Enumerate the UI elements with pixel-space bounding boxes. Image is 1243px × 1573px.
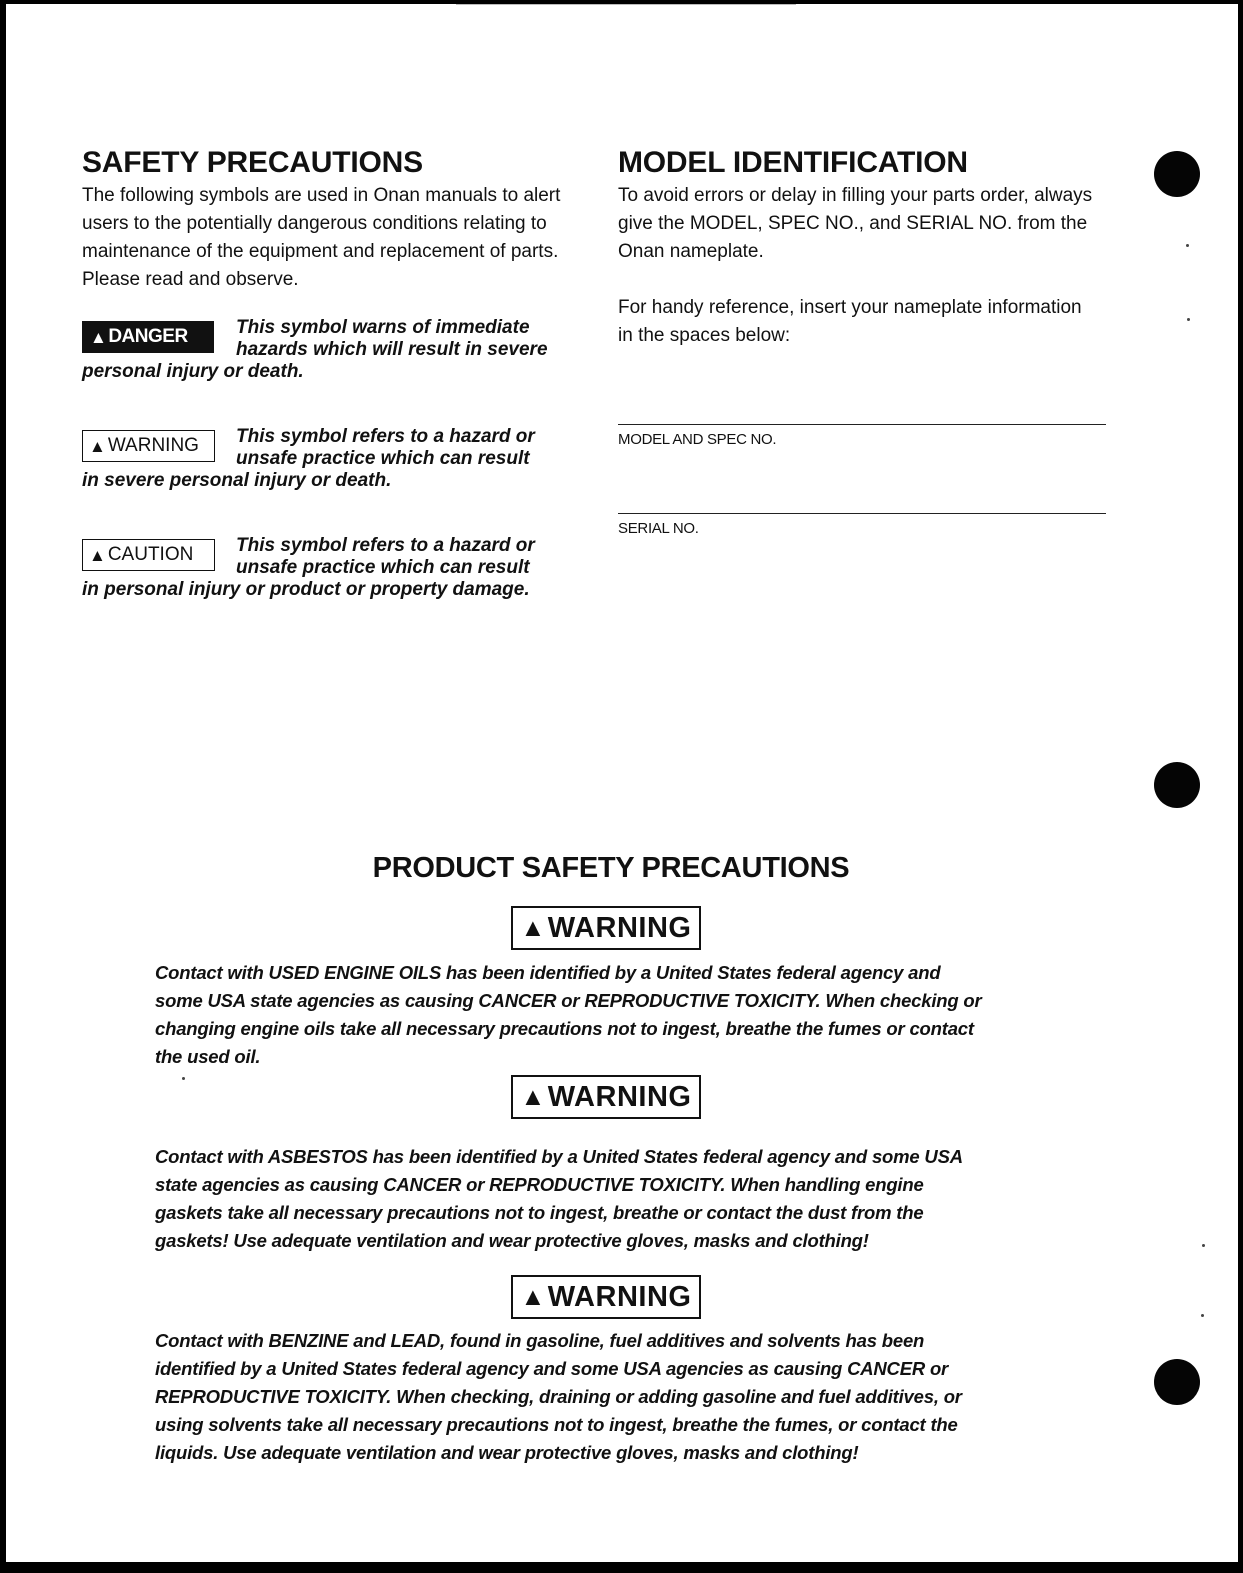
model-reference-line: in the spaces below: [618, 325, 791, 346]
warning-text-line: the used oil. [155, 1046, 261, 1067]
warning-text-line: some USA state agencies as causing CANCER or REPRODUCTIVE TOXICITY. When checking or [155, 990, 982, 1011]
warning-text-line: Contact with ASBESTOS has been identified by a United States federal agency and some USA [155, 1146, 963, 1167]
model-intro-line: give the MODEL, SPEC NO., and SERIAL NO. from the [618, 213, 1088, 234]
model-reference-line: For handy reference, insert your nameplate information [618, 297, 1082, 318]
warning-triangle-icon: ▲ [90, 327, 107, 347]
scan-edge-line [456, 4, 796, 5]
caution-description-line: This symbol refers to a hazard or [236, 535, 535, 556]
model-spec-field[interactable] [618, 424, 1106, 448]
warning-box-benzine [511, 1275, 701, 1319]
warning-text-line: using solvents take all necessary precautions not to ingest, breathe the fumes, or contact the [155, 1414, 958, 1435]
warning-text-asbestos [155, 1143, 963, 1255]
scan-speck [182, 1077, 185, 1080]
danger-badge-label: DANGER [108, 326, 188, 347]
model-intro-line: To avoid errors or delay in filling your parts order, always [618, 185, 1093, 206]
serial-number-label: SERIAL NO. [618, 520, 699, 537]
warning-badge [82, 430, 215, 462]
warning-triangle-icon: ▲ [520, 1082, 546, 1111]
model-intro-paragraph [618, 182, 1092, 266]
warning-text-line: Contact with USED ENGINE OILS has been identified by a United States federal agency and [155, 962, 941, 983]
safety-intro-line: Please read and observe. [82, 269, 299, 290]
document-page [6, 4, 1238, 1562]
warning-description-line: unsafe practice which can result [236, 448, 530, 469]
safety-intro-paragraph [82, 182, 560, 294]
danger-description-line: hazards which will result in severe [236, 339, 548, 360]
scan-speck [1187, 318, 1190, 321]
model-spec-underline [618, 424, 1106, 425]
caution-badge [82, 539, 215, 571]
warning-description-line: in severe personal injury or death. [82, 470, 392, 491]
punch-hole-top [1154, 151, 1200, 197]
warning-box-label: WARNING [547, 1080, 692, 1113]
punch-hole-bottom [1154, 1359, 1200, 1405]
warning-box-label: WARNING [547, 911, 692, 944]
model-reference-paragraph [618, 294, 1082, 350]
scan-speck [1186, 244, 1189, 247]
warning-text-oils [155, 959, 982, 1071]
warning-triangle-icon: ▲ [520, 913, 546, 942]
product-safety-heading: PRODUCT SAFETY PRECAUTIONS [372, 852, 850, 884]
warning-badge-label: WARNING [107, 435, 199, 456]
warning-box-oils [511, 906, 701, 950]
warning-text-line: state agencies as causing CANCER or REPRODUCTIVE TOXICITY. When handling engine [155, 1174, 924, 1195]
warning-triangle-icon: ▲ [89, 436, 106, 456]
model-identification-heading: MODEL IDENTIFICATION [618, 146, 968, 179]
warning-text-line: identified by a United States federal agency and some USA agencies as causing CANCER or [155, 1358, 949, 1379]
safety-intro-line: The following symbols are used in Onan manuals to alert [82, 185, 561, 206]
danger-description-line: personal injury or death. [82, 361, 304, 382]
warning-text-benzine [155, 1327, 962, 1467]
caution-description-line: unsafe practice which can result [236, 557, 530, 578]
scan-speck [1201, 1314, 1204, 1317]
serial-number-field[interactable] [618, 513, 1106, 537]
scan-speck [1202, 1244, 1205, 1247]
safety-precautions-heading: SAFETY PRECAUTIONS [82, 146, 423, 179]
warning-text-line: liquids. Use adequate ventilation and wear protective gloves, masks and clothing! [155, 1442, 859, 1463]
warning-triangle-icon: ▲ [520, 1282, 546, 1311]
warning-text-line: changing engine oils take all necessary precautions not to ingest, breathe the fumes or contact [155, 1018, 974, 1039]
warning-box-label: WARNING [547, 1280, 692, 1313]
serial-number-underline [618, 513, 1106, 514]
warning-triangle-icon: ▲ [89, 545, 106, 565]
warning-description-line: This symbol refers to a hazard or [236, 426, 535, 447]
warning-text-line: gaskets! Use adequate ventilation and wear protective gloves, masks and clothing! [155, 1230, 869, 1251]
danger-description-line: This symbol warns of immediate [236, 317, 530, 338]
caution-badge-label: CAUTION [107, 544, 194, 565]
caution-description-line: in personal injury or product or property damage. [82, 579, 530, 600]
warning-text-line: REPRODUCTIVE TOXICITY. When checking, draining or adding gasoline and fuel additives, or [155, 1386, 962, 1407]
warning-box-asbestos [511, 1075, 701, 1119]
warning-text-line: Contact with BENZINE and LEAD, found in gasoline, fuel additives and solvents has been [155, 1330, 925, 1351]
punch-hole-middle [1154, 762, 1200, 808]
safety-intro-line: maintenance of the equipment and replacement of parts. [82, 241, 559, 262]
model-intro-line: Onan nameplate. [618, 241, 764, 262]
danger-badge [82, 321, 214, 353]
safety-intro-line: users to the potentially dangerous conditions relating to [82, 213, 547, 234]
warning-text-line: gaskets take all necessary precautions not to ingest, breathe or contact the dust from the [155, 1202, 924, 1223]
model-spec-label: MODEL AND SPEC NO. [618, 431, 777, 448]
